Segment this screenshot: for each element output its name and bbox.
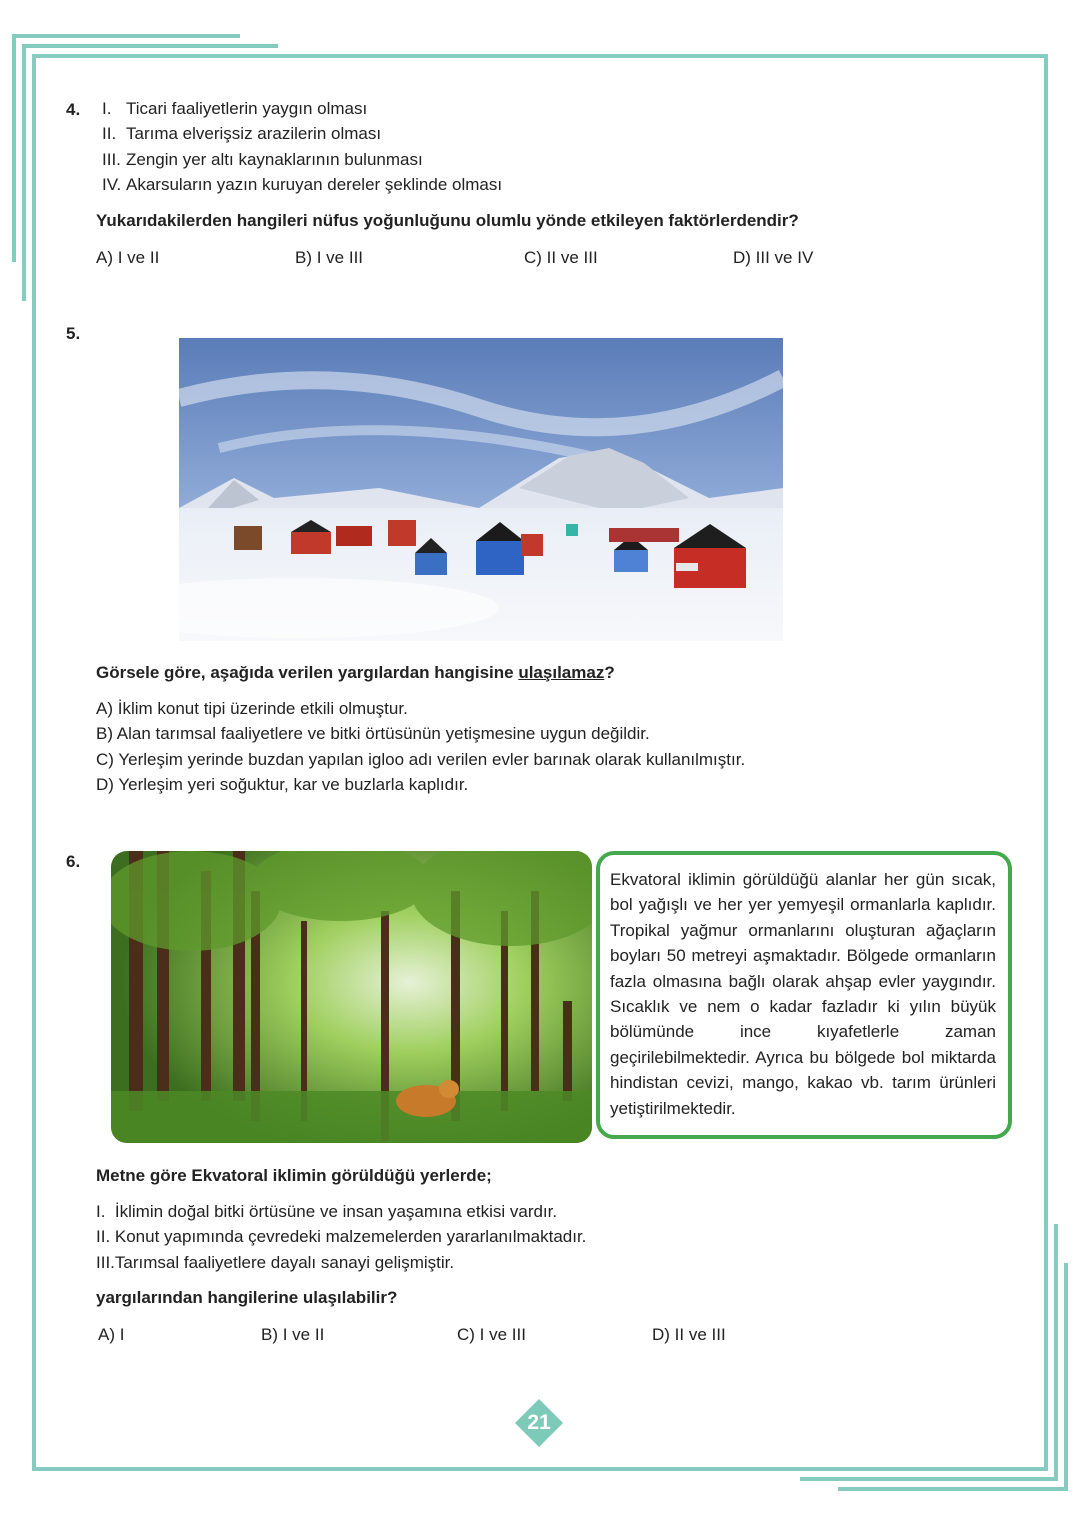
answer-option-b[interactable]: B) I ve II bbox=[261, 1325, 325, 1344]
answer-option-b[interactable]: B) I ve III bbox=[295, 248, 364, 267]
arctic-village-photo bbox=[179, 338, 783, 641]
emphasis-word: ulaşılamaz bbox=[518, 663, 605, 682]
info-text: Ekvatoral iklimin görüldüğü alanlar her gün sıcak, bol yağışlı ve her yer yemyeşil ormanlarla kaplıdır. Tropikal yağmur ormanlarını oluşturan ağaçların boyları 50 metreyi aşmaktadır. Bölgede ormanların fazla olmasına bağlı olarak ahşap evler yaygındır. Sıcaklık ve nem o kadar fazladır ki yılın büyük bölümünde ince kıyafetlerle zaman geçirilebilmektedir. Ayrıca bu bölgede bol miktarda hindistan cevizi, mango, kakao vb. tarım ürünleri yetiştirilmektedir. bbox=[610, 870, 996, 1118]
frame-border bbox=[32, 54, 36, 1471]
question-mark: ? bbox=[604, 663, 615, 682]
statement-text: Tarıma elverişsiz arazilerin olması bbox=[126, 124, 382, 143]
statement-item bbox=[102, 96, 367, 122]
statement-item: III.Tarımsal faaliyetlere dayalı sanayi gelişmiştir. bbox=[96, 1253, 455, 1272]
frame-line bbox=[12, 34, 240, 38]
page-number: 21 bbox=[527, 1411, 551, 1434]
question-lead: Metne göre Ekvatoral iklimin görüldüğü yerlerde; bbox=[96, 1166, 492, 1185]
frame-line bbox=[1064, 1263, 1068, 1489]
answer-option-c[interactable]: C) Yerleşim yerinde buzdan yapılan igloo adı verilen evler barınak olarak kullanılmıştır. bbox=[96, 750, 746, 769]
frame-border bbox=[32, 54, 1048, 58]
answer-option-a[interactable]: A) I ve II bbox=[96, 248, 160, 267]
frame-line bbox=[22, 44, 26, 301]
statement-item bbox=[102, 147, 423, 173]
answer-option-d[interactable]: D) III ve IV bbox=[733, 248, 814, 267]
frame-line bbox=[1054, 1224, 1058, 1479]
statement-text: Ticari faaliyetlerin yaygın olması bbox=[126, 99, 368, 118]
roman-numeral: I. bbox=[102, 99, 112, 118]
frame-border bbox=[32, 1467, 1048, 1471]
question-number: 6. bbox=[66, 852, 81, 871]
tropical-forest-photo bbox=[111, 851, 592, 1143]
info-text-box bbox=[596, 851, 1012, 1139]
answer-option-c[interactable]: C) II ve III bbox=[524, 248, 598, 267]
frame-line bbox=[838, 1487, 1068, 1491]
question-text: Görsele göre, aşağıda verilen yargılardan hangisine bbox=[96, 663, 519, 682]
answer-option-d[interactable]: D) II ve III bbox=[652, 1325, 726, 1344]
statement-text: Zengin yer altı kaynaklarının bulunması bbox=[126, 150, 423, 169]
answer-option-d[interactable]: D) Yerleşim yeri soğuktur, kar ve buzlarla kaplıdır. bbox=[96, 775, 469, 794]
question-number: 5. bbox=[66, 324, 81, 343]
statement-item bbox=[102, 121, 381, 147]
roman-numeral: IV. bbox=[102, 175, 122, 194]
question-stem: Yukarıdakilerden hangileri nüfus yoğunluğunu olumlu yönde etkileyen faktörlerdendir? bbox=[96, 211, 799, 230]
statement-text: Akarsuların yazın kuruyan dereler şeklinde olması bbox=[126, 175, 503, 194]
frame-border bbox=[1044, 54, 1048, 1471]
question-stem bbox=[96, 660, 615, 686]
answer-option-a[interactable]: A) İklim konut tipi üzerinde etkili olmuştur. bbox=[96, 699, 408, 718]
forest-tiger-image bbox=[111, 851, 592, 1143]
statement-item bbox=[102, 172, 502, 198]
statement-item: II. Konut yapımında çevredeki malzemelerden yararlanılmaktadır. bbox=[96, 1227, 587, 1246]
answer-option-b[interactable]: B) Alan tarımsal faaliyetlere ve bitki örtüsünün yetişmesine uygun değildir. bbox=[96, 724, 650, 743]
snow-village-image bbox=[179, 338, 783, 641]
roman-numeral: II. bbox=[102, 124, 117, 143]
answer-option-c[interactable]: C) I ve III bbox=[457, 1325, 526, 1344]
frame-line bbox=[22, 44, 278, 48]
question-stem: yargılarından hangilerine ulaşılabilir? bbox=[96, 1288, 398, 1307]
answer-option-a[interactable]: A) I bbox=[98, 1325, 125, 1344]
roman-numeral: III. bbox=[102, 150, 121, 169]
question-number: 4. bbox=[66, 100, 81, 119]
statement-item: I. İklimin doğal bitki örtüsüne ve insan yaşamına etkisi vardır. bbox=[96, 1202, 558, 1221]
frame-line bbox=[12, 34, 16, 262]
frame-line bbox=[800, 1477, 1058, 1481]
